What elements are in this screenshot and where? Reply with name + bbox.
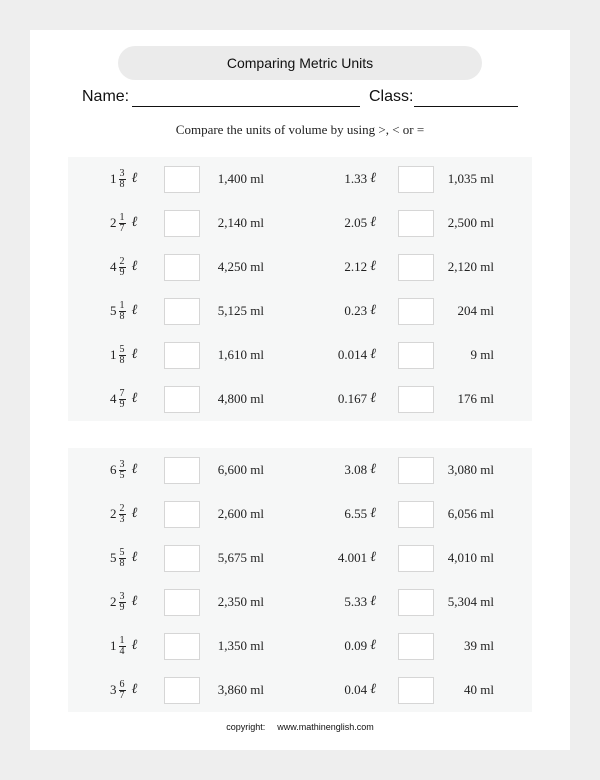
liter-symbol: ℓ xyxy=(370,682,376,697)
decimal-value: 2.05 xyxy=(344,215,368,230)
mixed-fraction-liters xyxy=(110,297,150,325)
fraction-numerator: 1 xyxy=(119,299,125,311)
milliliters-right: 1,035 ml xyxy=(447,171,494,186)
mixed-fraction-liters xyxy=(110,456,150,484)
fraction xyxy=(119,636,126,657)
fraction-numerator: 7 xyxy=(119,387,125,399)
decimal-liters xyxy=(302,209,376,237)
fraction-denominator: 4 xyxy=(119,645,125,657)
problem-section-1 xyxy=(68,157,532,421)
milliliters-left: 4,250 ml xyxy=(217,259,264,274)
liter-symbol: ℓ xyxy=(370,550,376,565)
decimal-liters xyxy=(302,165,376,193)
fraction xyxy=(119,680,126,701)
liter-symbol: ℓ xyxy=(131,462,138,477)
liter-symbol: ℓ xyxy=(370,347,376,362)
liter-symbol: ℓ xyxy=(131,171,138,186)
decimal-liters xyxy=(302,588,376,616)
milliliters-left: 5,125 ml xyxy=(217,303,264,318)
problem-row xyxy=(68,245,532,289)
fraction-numerator: 6 xyxy=(119,678,125,690)
fraction-denominator: 5 xyxy=(119,469,125,481)
problem-row xyxy=(68,201,532,245)
fraction xyxy=(119,460,126,481)
fraction-denominator: 7 xyxy=(119,222,125,234)
milliliters-right: 9 ml xyxy=(470,347,494,362)
decimal-value: 0.014 xyxy=(337,347,368,362)
decimal-value: 0.09 xyxy=(344,638,368,653)
fraction-whole: 5 xyxy=(110,550,117,565)
mixed-fraction-liters xyxy=(110,165,150,193)
instructions-text: Compare the units of volume by using >, < or = xyxy=(175,122,425,137)
liter-symbol: ℓ xyxy=(370,303,376,318)
fraction-numerator: 3 xyxy=(119,458,125,470)
decimal-value: 0.23 xyxy=(344,303,368,318)
fraction-whole: 3 xyxy=(110,682,117,697)
liter-symbol: ℓ xyxy=(370,391,376,406)
mixed-fraction-liters xyxy=(110,385,150,413)
liter-symbol: ℓ xyxy=(370,638,376,653)
problem-row xyxy=(68,377,532,421)
mixed-fraction-liters xyxy=(110,632,150,660)
fraction xyxy=(119,345,126,366)
decimal-value: 2.12 xyxy=(344,259,368,274)
liter-symbol: ℓ xyxy=(370,506,376,521)
title-text: Comparing Metric Units xyxy=(226,55,374,71)
decimal-liters xyxy=(302,297,376,325)
name-blank-line[interactable] xyxy=(132,106,360,107)
worksheet-page xyxy=(30,30,570,750)
fraction-denominator: 9 xyxy=(119,398,125,410)
mixed-fraction-liters xyxy=(110,500,150,528)
milliliters-right: 3,080 ml xyxy=(447,462,494,477)
fraction xyxy=(119,301,126,322)
liter-symbol: ℓ xyxy=(131,550,138,565)
liter-symbol: ℓ xyxy=(370,171,376,186)
fraction-denominator: 8 xyxy=(119,178,125,190)
decimal-value: 5.33 xyxy=(344,594,368,609)
fraction xyxy=(119,169,126,190)
liter-symbol: ℓ xyxy=(131,303,138,318)
milliliters-left: 2,600 ml xyxy=(217,506,264,521)
worksheet-title xyxy=(118,46,482,80)
liter-symbol: ℓ xyxy=(131,638,138,653)
fraction-whole: 1 xyxy=(110,638,117,653)
mixed-fraction-liters xyxy=(110,588,150,616)
problem-row xyxy=(68,536,532,580)
milliliters-right: 40 ml xyxy=(464,682,494,697)
fraction-numerator: 3 xyxy=(119,167,125,179)
fraction-whole: 6 xyxy=(110,462,117,477)
fraction-denominator: 9 xyxy=(119,266,125,278)
decimal-value: 0.167 xyxy=(337,391,368,406)
mixed-fraction-liters xyxy=(110,544,150,572)
decimal-value: 0.04 xyxy=(344,682,368,697)
fraction-numerator: 1 xyxy=(119,211,125,223)
liter-symbol: ℓ xyxy=(131,391,138,406)
fraction-numerator: 5 xyxy=(119,343,125,355)
problem-row xyxy=(68,624,532,668)
class-label: Class: xyxy=(369,88,414,105)
liter-symbol: ℓ xyxy=(131,347,138,362)
mixed-fraction-liters xyxy=(110,253,150,281)
decimal-value: 1.33 xyxy=(344,171,368,186)
liter-symbol: ℓ xyxy=(131,506,138,521)
decimal-value: 3.08 xyxy=(344,462,368,477)
liter-symbol: ℓ xyxy=(131,215,138,230)
milliliters-left: 6,600 ml xyxy=(217,462,264,477)
problem-row xyxy=(68,448,532,492)
decimal-liters xyxy=(302,676,376,704)
fraction-denominator: 8 xyxy=(119,557,125,569)
milliliters-right: 176 ml xyxy=(457,391,494,406)
milliliters-left: 2,140 ml xyxy=(217,215,264,230)
fraction-numerator: 2 xyxy=(119,502,125,514)
fraction-whole: 1 xyxy=(110,171,117,186)
copyright-site: www.mathinenglish.com xyxy=(277,722,374,732)
problem-row xyxy=(68,492,532,536)
milliliters-right: 204 ml xyxy=(457,303,494,318)
fraction-whole: 5 xyxy=(110,303,117,318)
problem-row xyxy=(68,333,532,377)
fraction-whole: 4 xyxy=(110,391,117,406)
milliliters-left: 4,800 ml xyxy=(217,391,264,406)
fraction xyxy=(119,592,126,613)
name-label: Name: xyxy=(82,88,130,105)
decimal-liters xyxy=(302,341,376,369)
mixed-fraction-liters xyxy=(110,676,150,704)
mixed-fraction-liters xyxy=(110,341,150,369)
decimal-liters xyxy=(302,253,376,281)
decimal-value: 6.55 xyxy=(344,506,368,521)
milliliters-left: 5,675 ml xyxy=(217,550,264,565)
fraction xyxy=(119,213,126,234)
problem-row xyxy=(68,157,532,201)
copyright-label: copyright: xyxy=(226,722,266,732)
problem-row xyxy=(68,668,532,712)
fraction-whole: 2 xyxy=(110,506,117,521)
fraction-numerator: 3 xyxy=(119,590,125,602)
fraction-denominator: 9 xyxy=(119,601,125,613)
decimal-liters xyxy=(302,456,376,484)
problem-row xyxy=(68,580,532,624)
liter-symbol: ℓ xyxy=(370,259,376,274)
fraction-denominator: 3 xyxy=(119,513,125,525)
milliliters-left: 1,610 ml xyxy=(217,347,264,362)
class-blank-line[interactable] xyxy=(414,106,518,107)
decimal-liters xyxy=(302,500,376,528)
fraction xyxy=(119,389,126,410)
liter-symbol: ℓ xyxy=(370,462,376,477)
fraction-whole: 4 xyxy=(110,259,117,274)
milliliters-right: 2,500 ml xyxy=(447,215,494,230)
fraction-denominator: 7 xyxy=(119,689,125,701)
fraction-numerator: 5 xyxy=(119,546,125,558)
decimal-liters xyxy=(302,632,376,660)
liter-symbol: ℓ xyxy=(370,594,376,609)
problem-row xyxy=(68,289,532,333)
milliliters-left: 2,350 ml xyxy=(217,594,264,609)
mixed-fraction-liters xyxy=(110,209,150,237)
liter-symbol: ℓ xyxy=(370,215,376,230)
milliliters-right: 4,010 ml xyxy=(447,550,494,565)
footer xyxy=(30,722,570,732)
fraction-numerator: 1 xyxy=(119,634,125,646)
liter-symbol: ℓ xyxy=(131,259,138,274)
fraction-denominator: 8 xyxy=(119,310,125,322)
milliliters-right: 6,056 ml xyxy=(447,506,494,521)
name-class-row xyxy=(80,86,520,112)
fraction-denominator: 8 xyxy=(119,354,125,366)
fraction xyxy=(119,257,126,278)
fraction-numerator: 2 xyxy=(119,255,125,267)
fraction xyxy=(119,504,126,525)
fraction xyxy=(119,548,126,569)
fraction-whole: 1 xyxy=(110,347,117,362)
fraction-whole: 2 xyxy=(110,594,117,609)
liter-symbol: ℓ xyxy=(131,682,138,697)
decimal-liters xyxy=(302,385,376,413)
milliliters-right: 39 ml xyxy=(464,638,494,653)
milliliters-left: 1,400 ml xyxy=(217,171,264,186)
milliliters-left: 1,350 ml xyxy=(217,638,264,653)
milliliters-right: 5,304 ml xyxy=(447,594,494,609)
liter-symbol: ℓ xyxy=(131,594,138,609)
decimal-value: 4.001 xyxy=(337,550,368,565)
problem-section-2 xyxy=(68,448,532,712)
decimal-liters xyxy=(302,544,376,572)
fraction-whole: 2 xyxy=(110,215,117,230)
milliliters-left: 3,860 ml xyxy=(217,682,264,697)
milliliters-right: 2,120 ml xyxy=(447,259,494,274)
